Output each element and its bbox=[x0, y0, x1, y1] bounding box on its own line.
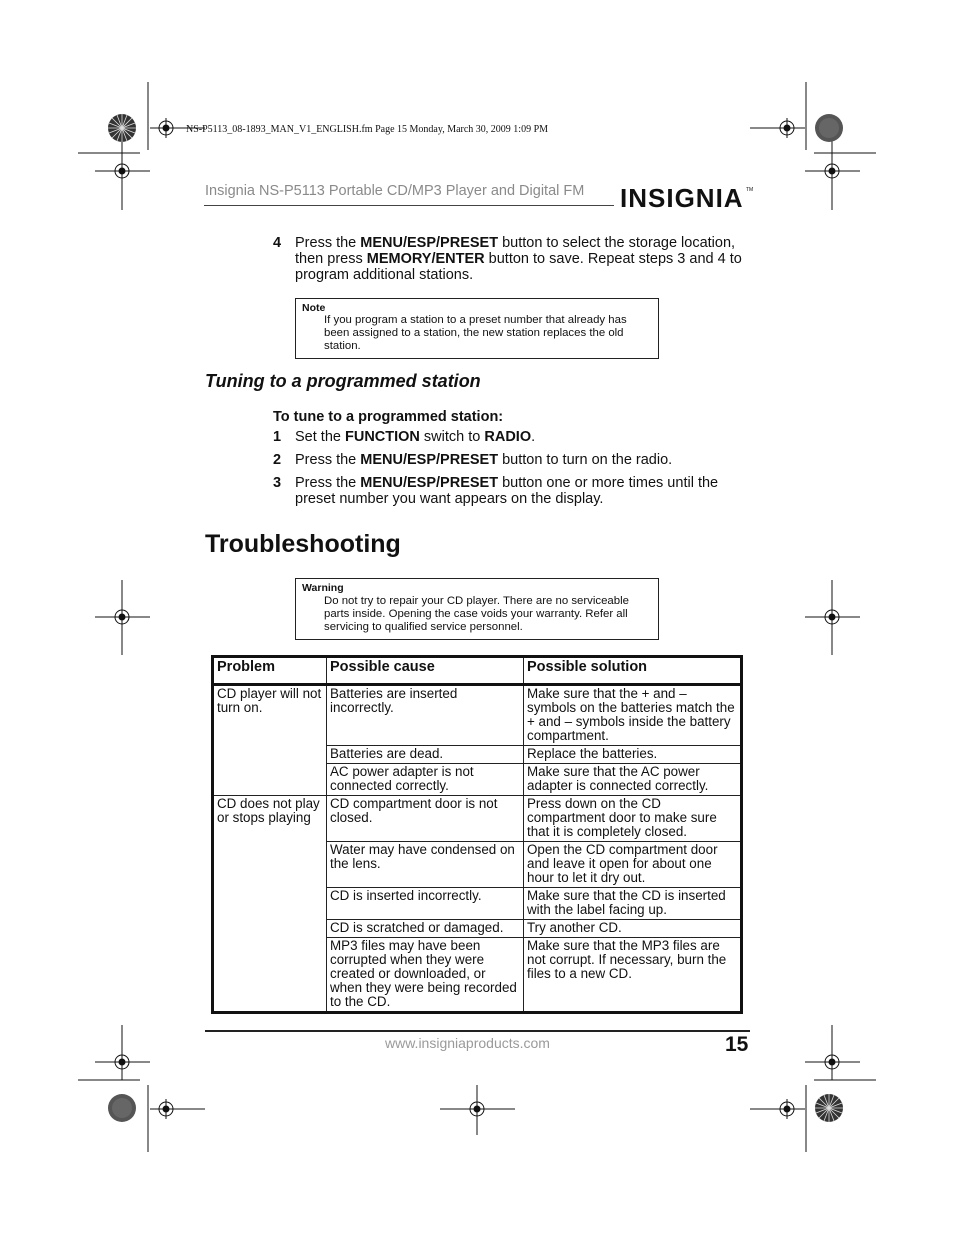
warning-text: Do not try to repair your CD player. There are no serviceable parts inside. Opening the case voids your warranty. Refer all servicing to qualified service personnel. bbox=[324, 595, 629, 633]
solution-cell: Replace the batteries. bbox=[524, 746, 742, 764]
solution-cell: Make sure that the MP3 files are not corrupt. If necessary, burn the files to a new CD. bbox=[524, 938, 742, 1013]
cause-cell: Water may have condensed on the lens. bbox=[327, 842, 524, 888]
solution-cell: Press down on the CD compartment door to make sure that it is completely closed. bbox=[524, 796, 742, 842]
cause-cell: CD compartment door is not closed. bbox=[327, 796, 524, 842]
tuning-step-2 bbox=[273, 452, 753, 468]
warning-title: Warning bbox=[302, 582, 344, 594]
insignia-logo bbox=[620, 178, 754, 214]
solution-cell: Try another CD. bbox=[524, 920, 742, 938]
page-number: 15 bbox=[725, 1033, 749, 1056]
problem-cell: CD player will not turn on. bbox=[213, 685, 327, 796]
step-number: 2 bbox=[273, 452, 282, 468]
cause-cell: MP3 files may have been corrupted when they were created or downloaded, or when they were being recorded to the CD. bbox=[327, 938, 524, 1013]
solution-cell: Make sure that the AC power adapter is connected correctly. bbox=[524, 764, 742, 796]
cause-cell: Batteries are dead. bbox=[327, 746, 524, 764]
table-row bbox=[213, 685, 742, 746]
section-heading-tuning: Tuning to a programmed station bbox=[205, 371, 481, 391]
step-text: Press the MENU/ESP/PRESET button to turn on the radio. bbox=[295, 452, 673, 468]
running-header-title: Insignia NS-P5113 Portable CD/MP3 Player and Digital FM bbox=[205, 183, 585, 199]
header-cause: Possible cause bbox=[327, 657, 524, 685]
tuning-step-1 bbox=[273, 429, 753, 445]
step-text: Press the MENU/ESP/PRESET button one or more times until the preset number you want appears on the display. bbox=[295, 475, 719, 507]
logo-text: INSIGNIA bbox=[620, 183, 744, 213]
cause-cell: Batteries are inserted incorrectly. bbox=[327, 685, 524, 746]
troubleshooting-table bbox=[211, 655, 743, 1014]
troubleshooting-heading: Troubleshooting bbox=[205, 530, 401, 558]
header-problem: Problem bbox=[213, 657, 327, 685]
note-title: Note bbox=[302, 302, 326, 314]
solution-cell: Open the CD compartment door and leave it open for about one hour to let it dry out. bbox=[524, 842, 742, 888]
cause-cell: CD is scratched or damaged. bbox=[327, 920, 524, 938]
note-box bbox=[295, 298, 659, 359]
cause-cell: CD is inserted incorrectly. bbox=[327, 888, 524, 920]
footer-url: www.insigniaproducts.com bbox=[385, 1035, 550, 1051]
printer-info: NS-P5113_08-1893_MAN_V1_ENGLISH.fm Page 15 Monday, March 30, 2009 1:09 PM bbox=[186, 124, 549, 135]
cause-cell: AC power adapter is not connected correctly. bbox=[327, 764, 524, 796]
tuning-step-3 bbox=[273, 475, 753, 507]
solution-cell: Make sure that the CD is inserted with the label facing up. bbox=[524, 888, 742, 920]
step-text: Set the FUNCTION switch to RADIO. bbox=[295, 429, 536, 445]
header-rule bbox=[204, 205, 614, 206]
step-number: 3 bbox=[273, 475, 282, 491]
note-text: If you program a station to a preset number that already has been assigned to a station, the new station replaces the old station. bbox=[324, 314, 627, 352]
step-4 bbox=[273, 235, 753, 283]
step-number: 1 bbox=[273, 429, 282, 445]
procedure-title: To tune to a programmed station: bbox=[273, 409, 504, 425]
table-row bbox=[213, 796, 742, 842]
step-text: Press the MENU/ESP/PRESET button to select the storage location, then press MEMORY/ENTER button to save. Repeat steps 3 and 4 to program additional stations. bbox=[295, 235, 742, 283]
solution-cell: Make sure that the + and – symbols on the batteries match the + and – symbols inside the battery compartment. bbox=[524, 685, 742, 746]
problem-cell: CD does not play or stops playing bbox=[213, 796, 327, 1013]
footer-rule bbox=[205, 1030, 750, 1032]
header-solution: Possible solution bbox=[524, 657, 742, 685]
step-number: 4 bbox=[273, 235, 282, 251]
table-header-row bbox=[213, 657, 742, 685]
warning-box bbox=[295, 578, 659, 640]
logo-tm: TM bbox=[746, 187, 754, 193]
